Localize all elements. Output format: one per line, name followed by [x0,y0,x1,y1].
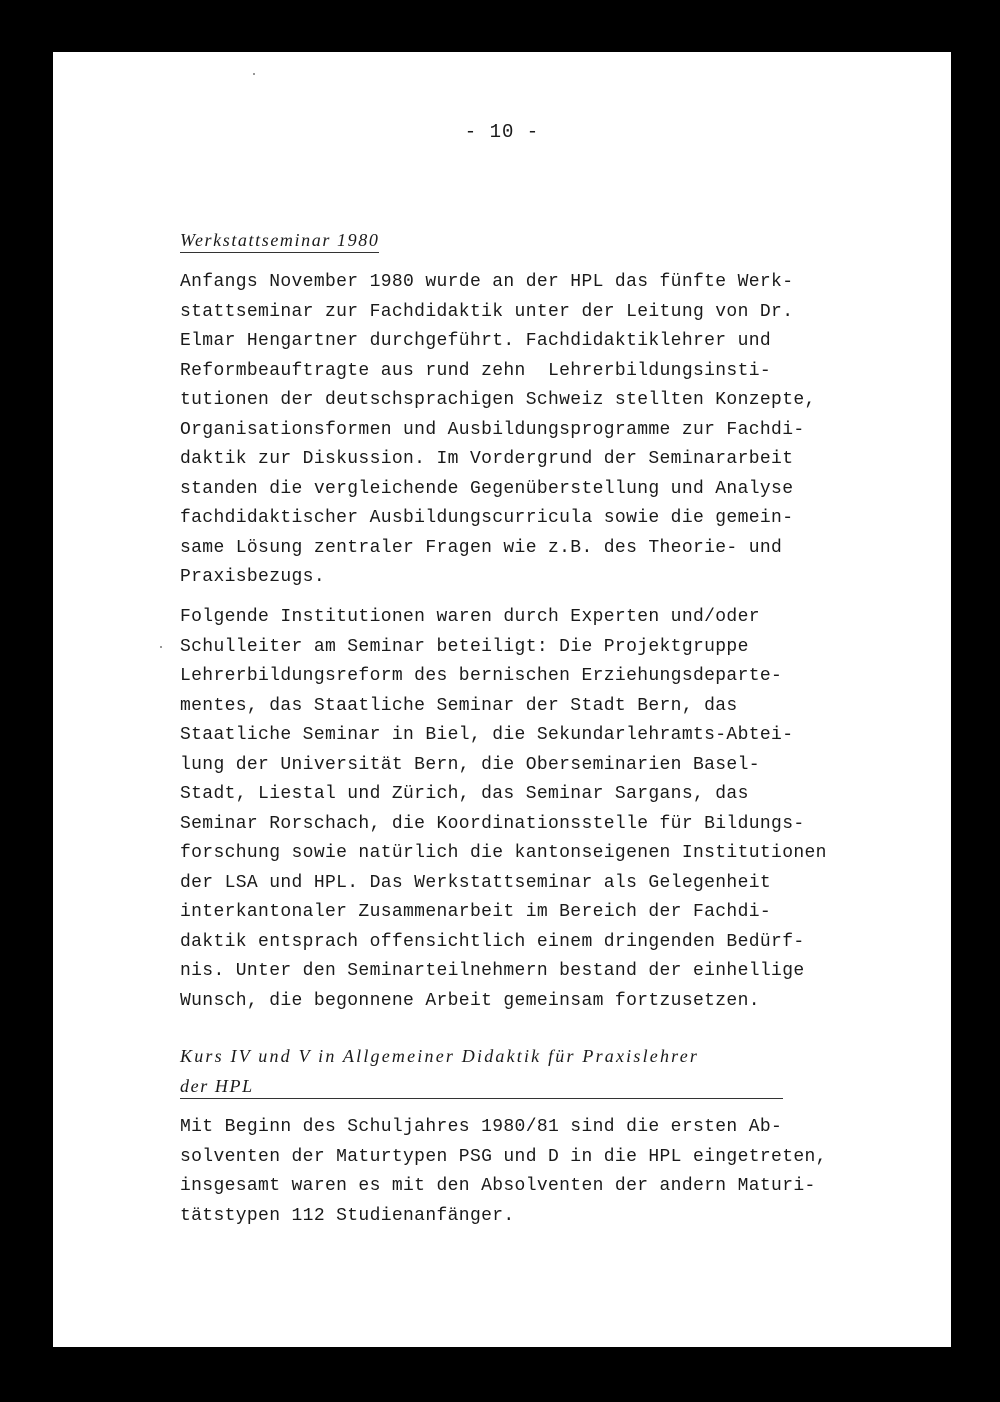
text-line: Seminar Rorschach, die Koordinationsstelle für Bildungs- [180,813,805,834]
text-line: der LSA und HPL. Das Werkstattseminar als Gelegenheit [180,872,772,893]
scan-speck [160,646,162,648]
document-page [53,52,951,1347]
text-line: forschung sowie natürlich die kantonseigenen Institutionen [180,843,827,863]
text-line: daktik entsprach offensichtlich einem dringenden Bedürf- [180,931,805,952]
text-line: same Lösung zentraler Fragen wie z.B. des Theorie- und [180,537,783,558]
page-number: - 10 - [464,121,540,143]
text-line: Reformbeauftragte aus rund zehn Lehrerbildungsinsti- [180,360,772,381]
text-line: Lehrerbildungsreform des bernischen Erziehungsdeparte- [180,666,783,686]
text-line: Elmar Hengartner durchgeführt. Fachdidaktiklehrer und [180,331,772,351]
text-line: solventen der Maturtypen PSG und D in die HPL eingetreten, [180,1146,827,1167]
text-line: Staatliche Seminar in Biel, die Sekundarlehramts-Abtei- [180,725,794,745]
text-line: interkantonaler Zusammenarbeit im Bereich der Fachdi- [180,902,772,922]
text-line: tutionen der deutschsprachigen Schweiz stellten Konzepte, [180,390,816,410]
text-line: nis. Unter den Seminarteilnehmern bestand der einhellige [180,961,805,981]
section-heading-kurs-line-2: der HPL [180,1076,783,1099]
text-line: Wunsch, die begonnene Arbeit gemeinsam fortzusetzen. [180,990,760,1011]
text-line: insgesamt waren es mit den Absolventen der andern Maturi- [180,1176,816,1196]
text-line: Anfangs November 1980 wurde an der HPL das fünfte Werk- [180,272,794,292]
scan-speck [253,73,255,75]
paragraph-institutions [180,603,827,1016]
text-line: stattseminar zur Fachdidaktik unter der Leitung von Dr. [180,301,794,322]
paragraph-schuljahr [180,1113,827,1231]
paragraph-werkstattseminar-intro [180,268,816,593]
text-line: Stadt, Liestal und Zürich, das Seminar Sargans, das [180,784,749,804]
text-line: Folgende Institutionen waren durch Experten und/oder [180,607,760,627]
text-line: Praxisbezugs. [180,567,325,587]
text-line: fachdidaktischer Ausbildungscurricula sowie die gemein- [180,508,794,528]
section-heading-werkstattseminar: Werkstattseminar 1980 [180,230,379,253]
text-line: Mit Beginn des Schuljahres 1980/81 sind die ersten Ab- [180,1117,783,1137]
text-line: standen die vergleichende Gegenüberstellung und Analyse [180,478,794,499]
section-heading-kurs-line-1: Kurs IV und V in Allgemeiner Didaktik für Praxislehrer [180,1046,700,1066]
text-line: tätstypen 112 Studienanfänger. [180,1205,515,1226]
text-line: daktik zur Diskussion. Im Vordergrund der Seminararbeit [180,449,794,469]
text-line: mentes, das Staatliche Seminar der Stadt Bern, das [180,695,738,716]
text-line: Organisationsformen und Ausbildungsprogramme zur Fachdi- [180,419,805,440]
text-line: Schulleiter am Seminar beteiligt: Die Projektgruppe [180,636,749,657]
text-line: lung der Universität Bern, die Oberseminarien Basel- [180,754,760,775]
